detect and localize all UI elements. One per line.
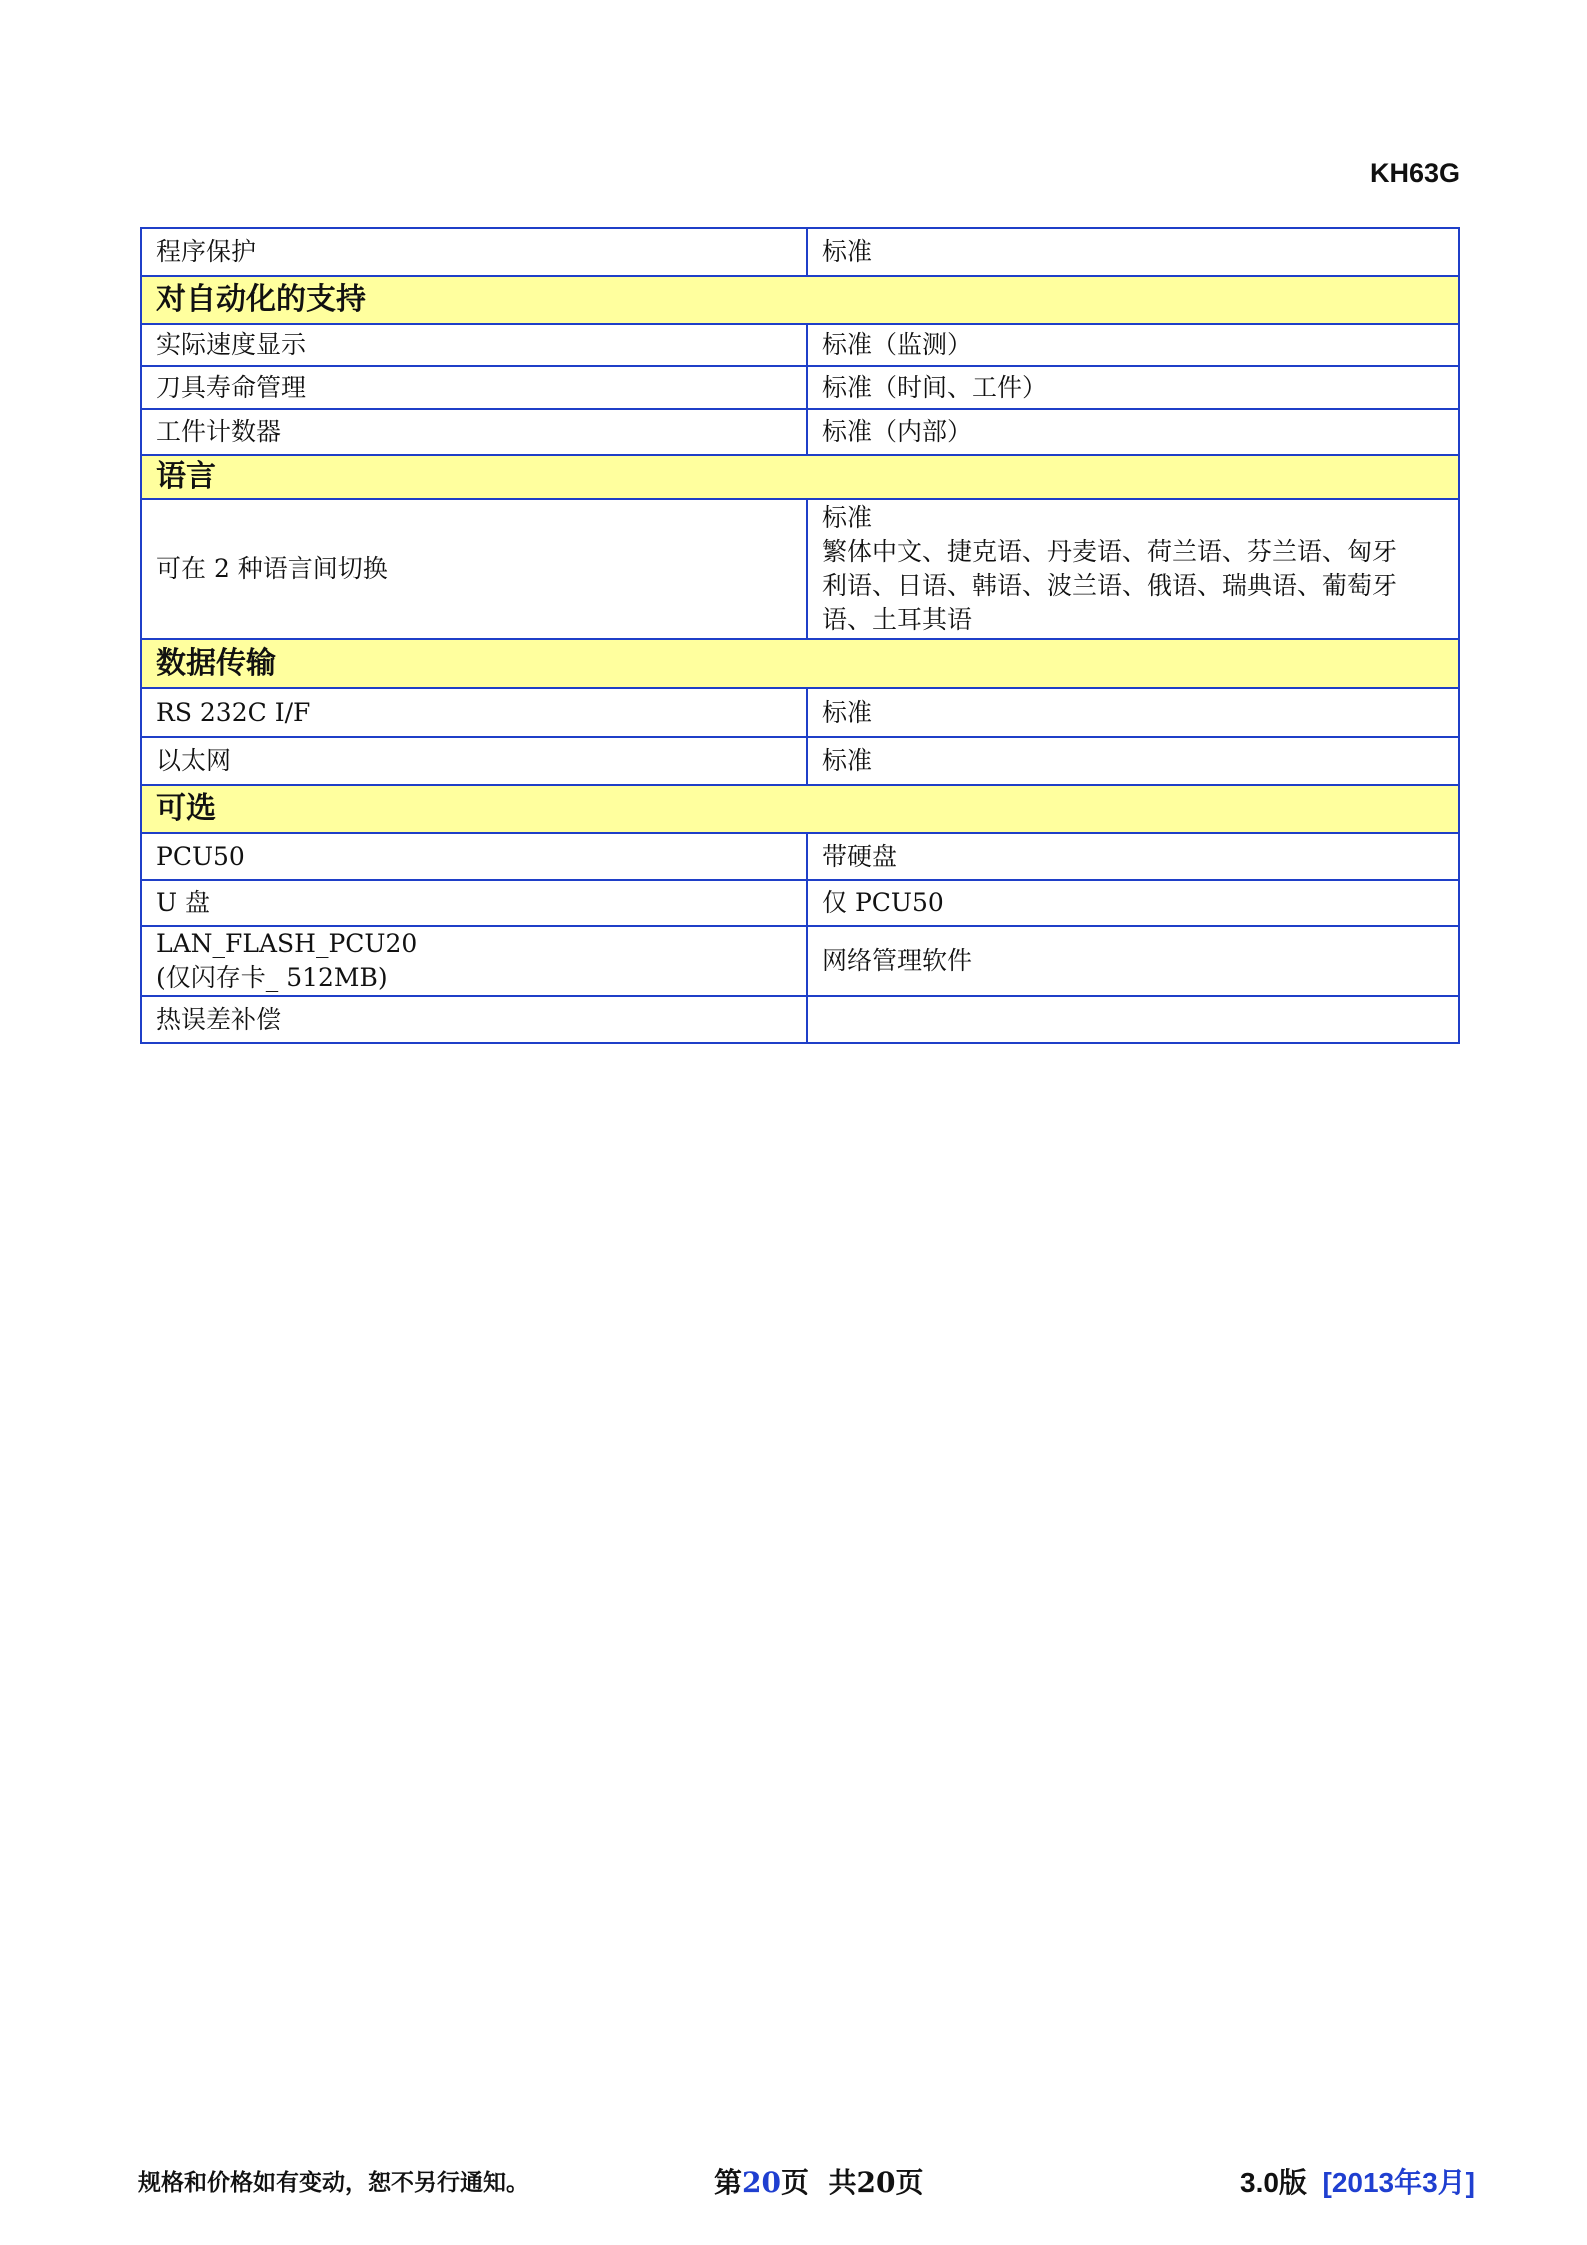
feature-cell (141, 737, 807, 785)
value-cell (807, 880, 1459, 926)
value-line: 标准 (822, 746, 873, 775)
value-line: 标准 (822, 697, 873, 727)
feature-cell (141, 228, 807, 276)
spec-table (140, 227, 1460, 1044)
feature-cell (141, 366, 807, 409)
feature-label: 刀具寿命管理 (156, 372, 307, 402)
value-line: 标准（内部） (822, 417, 973, 446)
feature-cell (141, 499, 807, 639)
value-cell (807, 926, 1459, 996)
feature-cell (141, 688, 807, 737)
feature-label: (仅闪存卡_ 512MB) (156, 963, 388, 992)
table-row (141, 228, 1459, 276)
feature-label: PCU50 (156, 841, 245, 871)
value-cell (807, 996, 1459, 1043)
feature-cell (141, 880, 807, 926)
page-current: 20 (742, 2166, 781, 2199)
table-row (141, 926, 1459, 996)
value-cell (807, 409, 1459, 455)
version-date: [2013年3月] (1322, 2167, 1476, 2198)
page-mid: 页 共 (780, 2166, 857, 2199)
value-cell (807, 737, 1459, 785)
feature-label: RS 232C I/F (156, 697, 311, 727)
value-line: 利语、日语、韩语、波兰语、俄语、瑞典语、葡萄牙 (822, 571, 1398, 600)
version-label: 3.0版 (1240, 2167, 1307, 2198)
footer-disclaimer: 规格和价格如有变动，恕不另行通知。 (138, 2170, 529, 2196)
value-line: 繁体中文、捷克语、丹麦语、荷兰语、芬兰语、匈牙 (822, 537, 1398, 566)
section-title: 可选 (141, 785, 1459, 833)
value-cell (807, 688, 1459, 737)
table-row (141, 996, 1459, 1043)
value-cell (807, 324, 1459, 366)
feature-label: 以太网 (156, 746, 232, 775)
value-cell (807, 499, 1459, 639)
feature-cell (141, 996, 807, 1043)
footer-page-number (714, 2163, 923, 2203)
model-code: KH63G (1369, 158, 1460, 188)
feature-label: 热误差补偿 (156, 1004, 282, 1034)
section-header (141, 639, 1459, 688)
table-row (141, 366, 1459, 409)
table-row (141, 324, 1459, 366)
section-header (141, 785, 1459, 833)
feature-label: 可在 2 种语言间切换 (156, 554, 388, 583)
feature-cell (141, 833, 807, 880)
spec-table-body (141, 228, 1459, 1043)
value-cell (807, 833, 1459, 880)
table-row (141, 737, 1459, 785)
section-header (141, 455, 1459, 499)
page-total: 20 (856, 2166, 896, 2199)
feature-label: 实际速度显示 (156, 330, 307, 359)
section-header (141, 276, 1459, 324)
table-row (141, 409, 1459, 455)
footer-version (1240, 2163, 1475, 2203)
table-row (141, 880, 1459, 926)
feature-cell (141, 409, 807, 455)
value-line: 带硬盘 (822, 841, 898, 871)
feature-label: 程序保护 (156, 237, 257, 266)
value-line: 标准（时间、工件） (822, 372, 1048, 402)
feature-cell (141, 926, 807, 996)
value-line: 仅 PCU50 (822, 888, 944, 917)
value-cell (807, 228, 1459, 276)
section-title: 语言 (141, 455, 1459, 499)
section-title: 数据传输 (141, 639, 1459, 688)
value-line: 语、土耳其语 (822, 605, 973, 634)
value-line: 标准 (822, 503, 873, 532)
feature-label: 工件计数器 (156, 417, 282, 446)
table-row (141, 833, 1459, 880)
value-line: 标准 (822, 237, 873, 266)
section-title: 对自动化的支持 (141, 276, 1459, 324)
value-cell (807, 366, 1459, 409)
page-prefix: 第 (714, 2166, 743, 2199)
page-suffix: 页 (895, 2166, 924, 2199)
feature-cell (141, 324, 807, 366)
table-row (141, 499, 1459, 639)
value-line: 标准（监测） (822, 330, 973, 359)
feature-label: U 盘 (156, 888, 211, 917)
feature-label: LAN_FLASH_PCU20 (156, 929, 418, 958)
table-row (141, 688, 1459, 737)
value-line: 网络管理软件 (822, 946, 973, 975)
